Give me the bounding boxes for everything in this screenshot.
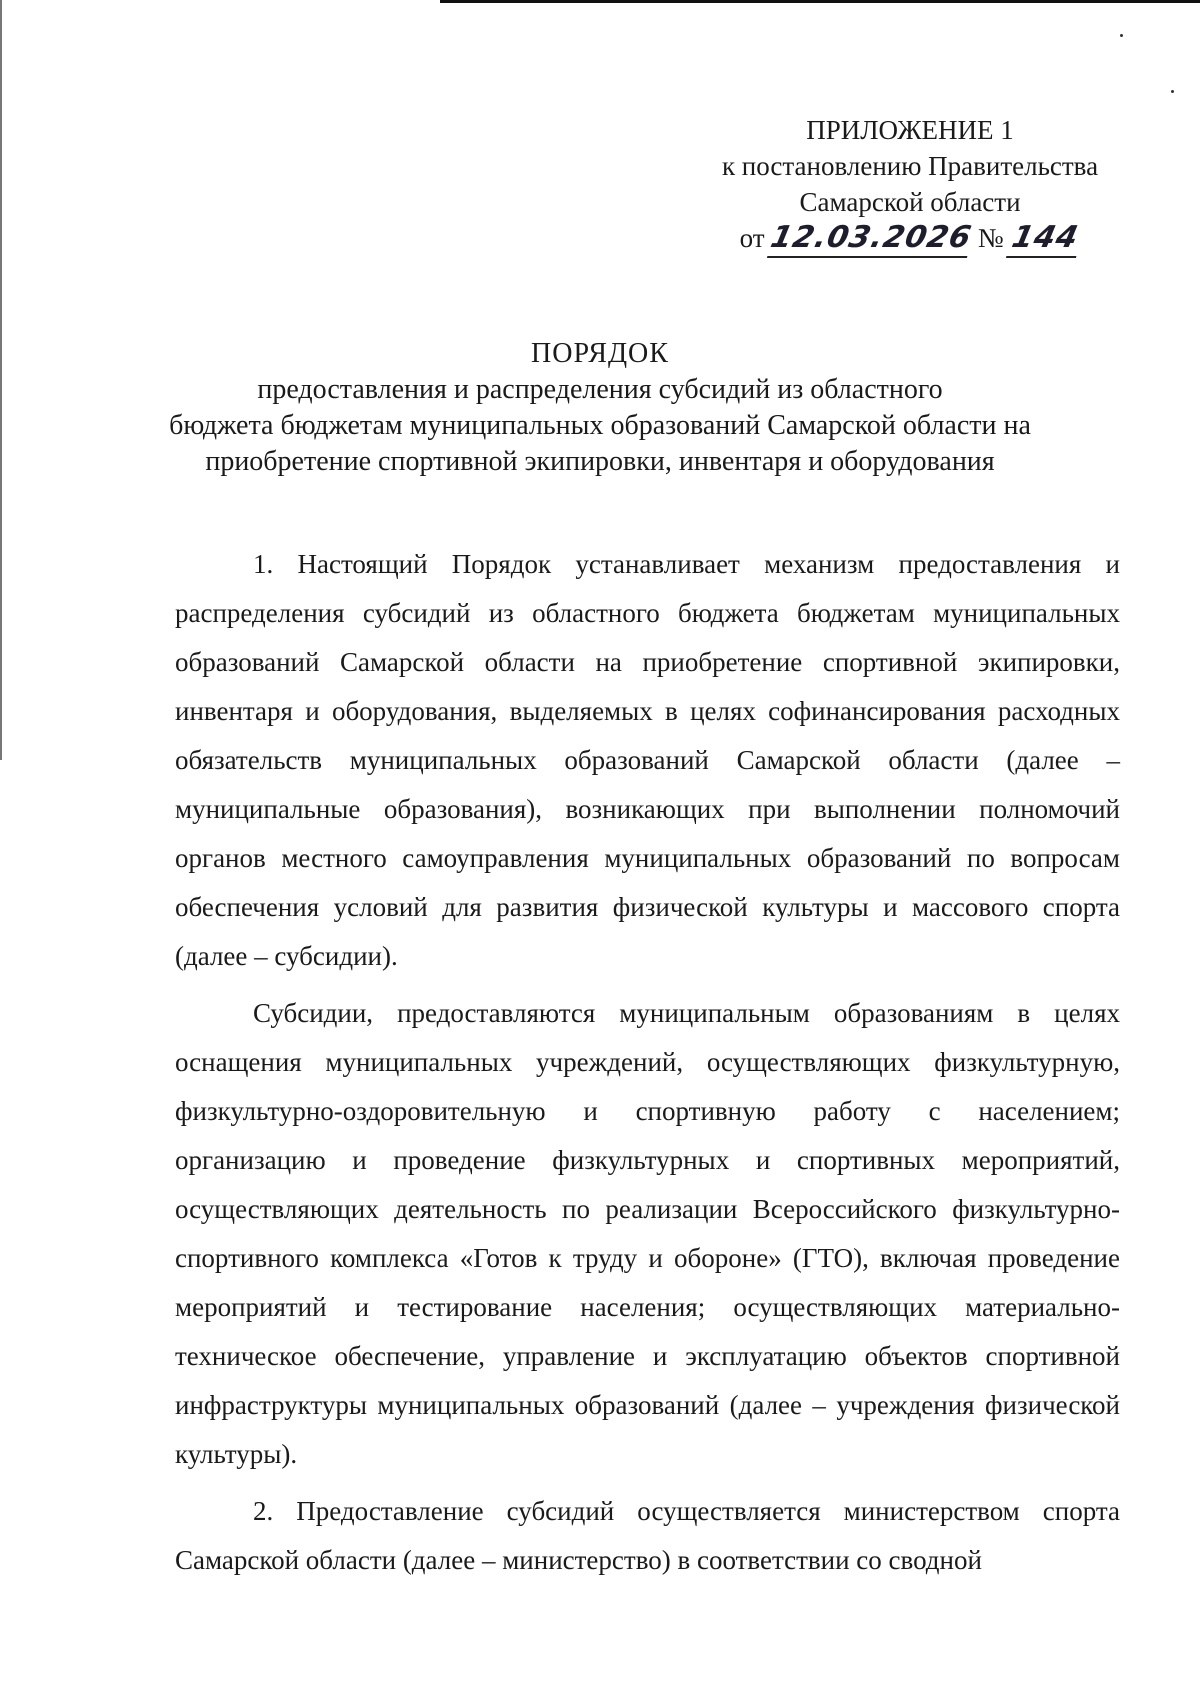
appendix-region-line: Самарской области [799,187,1021,217]
appendix-date-number-line [700,220,1120,258]
paragraph: Субсидии, предоставляются муниципальным образованиям в целях оснащения муниципальных учреждений, осуществляющих физкультурную, физкультурно-оздоровительную и спортивную работу с населением; организацию и проведение физкультурных и спортивных мероприятий, осуществляющих деятельность по реализации Всероссийского физкультурно-спортивного комплекса «Готов к труду и обороне» (ГТО), включая проведение мероприятий и тестирование населения; осуществляющих материально-техническое обеспечение, управление и эксплуатацию объектов спортивной инфраструктуры муниципальных образований (далее – учреждения физической культуры). [175,998,1120,1469]
document-subtitle-line: приобретение спортивной экипировки, инвентаря и оборудования [205,446,995,477]
appendix-heading: ПРИЛОЖЕНИЕ 1 [806,115,1014,145]
left-scan-edge [0,0,2,760]
document-title: ПОРЯДОК [531,338,669,369]
paragraph: 2. Предоставление субсидий осуществляется министерством спорта Самарской области (далее – министерство) в соответствии со сводной [175,1496,1120,1575]
handwritten-number: 144 [1006,220,1084,258]
document-body [175,540,1120,1585]
document-subtitle-line: предоставления и распределения субсидий из областного [257,374,943,405]
scan-speck [1171,90,1174,93]
scan-speck [1120,34,1123,37]
appendix-resolution-line: к постановлению Правительства [721,151,1099,181]
handwritten-date: 12.03.2026 [767,220,975,258]
document-title-block [150,336,1050,480]
appendix-header [700,112,1120,258]
document-subtitle-line: бюджета бюджетам муниципальных образований Самарской области на [169,410,1031,441]
date-prefix: от [739,223,765,253]
top-border-line [440,0,1200,3]
number-sign: № [977,223,1004,253]
paragraph: 1. Настоящий Порядок устанавливает механизм предоставления и распределения субсидий из областного бюджета бюджетам муниципальных образований Самарской области на приобретение спортивной экипировки, инвентаря и оборудования, выделяемых в целях софинансирования расходных обязательств муниципальных образований Самарской области (далее – муниципальные образования), возникающих при выполнении полномочий органов местного самоуправления муниципальных образований по вопросам обеспечения условий для развития физической культуры и массового спорта (далее – субсидии). [175,549,1120,971]
